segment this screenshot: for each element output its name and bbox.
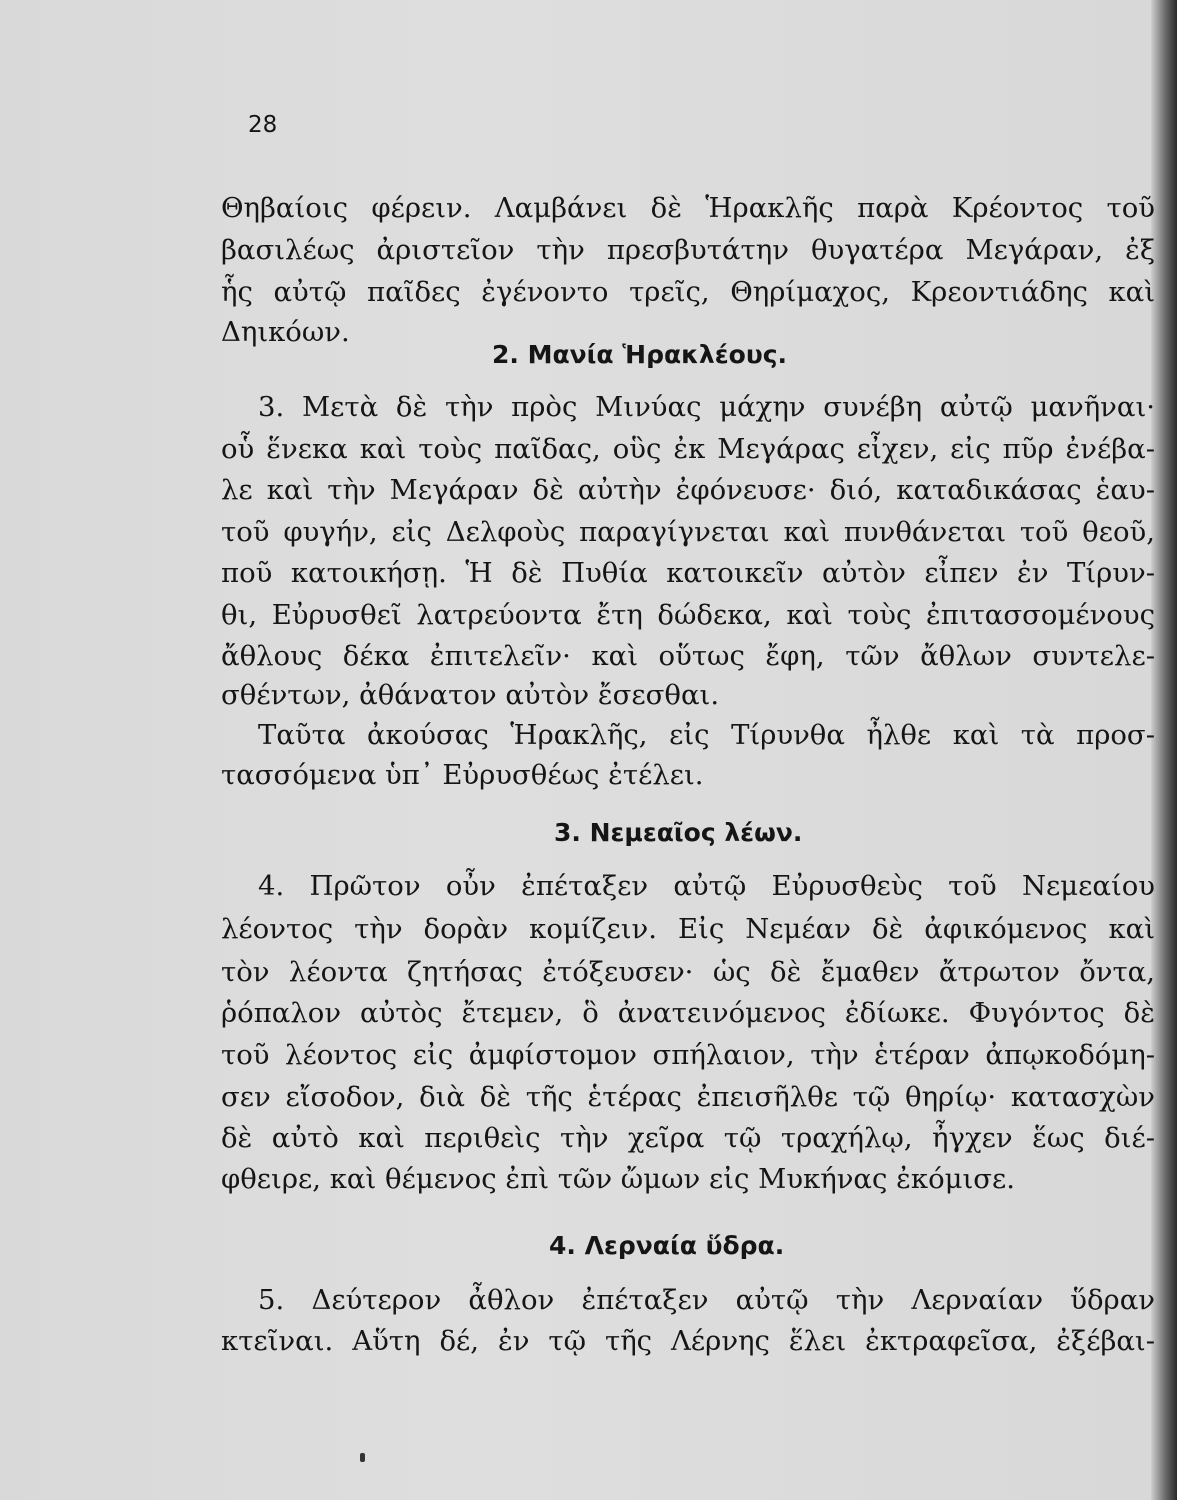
text-line: Ταῦτα ἀκούσας Ἡρακλῆς, εἰς Τίρυνθα ἦλθε καὶ τὰ προσ- (258, 719, 1155, 751)
text-line: τὸν λέοντα ζητήσας ἐτόξευσεν· ὡς δὲ ἔμαθεν ἄτρωτον ὄντα, (221, 956, 1155, 988)
ink-speck (360, 1453, 365, 1462)
section-heading-3: 3. Νεμεαῖος λέων. (554, 818, 803, 847)
text-line: ἧς αὐτῷ παῖδες ἐγένοντο τρεῖς, Θηρίμαχος, Κρεοντιάδης καὶ (221, 276, 1155, 308)
text-line: βασιλέως ἀριστεῖον τὴν πρεσβυτάτην θυγατέρα Μεγάραν, ἐξ (221, 234, 1155, 266)
text-line: τοῦ φυγήν, εἰς Δελφοὺς παραγίγνεται καὶ πυνθάνεται τοῦ θεοῦ, (221, 516, 1155, 548)
page-number: 28 (248, 112, 278, 138)
text-line: Θηβαίοις φέρειν. Λαμβάνει δὲ Ἡρακλῆς παρὰ Κρέοντος τοῦ (221, 192, 1155, 224)
section-heading-2: 2. Μανία Ἡρακλέους. (492, 340, 788, 369)
text-line: 4. Πρῶτον οὖν ἐπέταξεν αὐτῷ Εὐρυσθεὺς τοῦ Νεμεαίου (258, 870, 1155, 902)
text-line: σθέντων, ἀθάνατον αὐτὸν ἔσεσθαι. (221, 679, 720, 711)
text-line: τοῦ λέοντος εἰς ἀμφίστομον σπήλαιον, τὴν ἑτέραν ἀπῳκοδόμη- (221, 1039, 1155, 1071)
section-heading-4: 4. Λερναία ὕδρα. (549, 1231, 785, 1260)
text-line: θι, Εὐρυσθεῖ λατρεύοντα ἔτη δώδεκα, καὶ τοὺς ἐπιτασσομένους (221, 599, 1155, 631)
text-line: δὲ αὐτὸ καὶ περιθεὶς τὴν χεῖρα τῷ τραχήλῳ, ἦγχεν ἕως διέ- (221, 1122, 1155, 1154)
text-line: κτεῖναι. Αὕτη δέ, ἐν τῷ τῆς Λέρνης ἕλει ἐκτραφεῖσα, ἐξέβαι- (221, 1325, 1155, 1357)
text-line: Δηικόων. (221, 316, 350, 348)
text-line: φθειρε, καὶ θέμενος ἐπὶ τῶν ὤμων εἰς Μυκήνας ἐκόμισε. (221, 1163, 1016, 1195)
text-line: σεν εἴσοδον, διὰ δὲ τῆς ἑτέρας ἐπεισῆλθε τῷ θηρίῳ· κατασχὼν (221, 1081, 1155, 1113)
text-line: λε καὶ τὴν Μεγάραν δὲ αὐτὴν ἐφόνευσε· διό, καταδικάσας ἑαυ- (221, 474, 1155, 506)
text-line: ῥόπαλον αὐτὸς ἔτεμεν, ὃ ἀνατεινόμενος ἐδίωκε. Φυγόντος δὲ (221, 997, 1155, 1029)
text-line: τασσόμενα ὑπ᾽ Εὐρυσθέως ἐτέλει. (221, 759, 704, 791)
text-line: 3. Μετὰ δὲ τὴν πρὸς Μινύας μάχην συνέβη αὐτῷ μανῆναι· (258, 391, 1155, 423)
text-line: ποῦ κατοικήσῃ. Ἡ δὲ Πυθία κατοικεῖν αὐτὸν εἶπεν ἐν Τίρυν- (221, 557, 1155, 589)
text-line: 5. Δεύτερον ἆθλον ἐπέταξεν αὐτῷ τὴν Λερναίαν ὕδραν (258, 1284, 1155, 1316)
text-line: οὗ ἕνεκα καὶ τοὺς παῖδας, οὓς ἐκ Μεγάρας εἶχεν, εἰς πῦρ ἐνέβα- (221, 433, 1155, 465)
text-line: λέοντος τὴν δορὰν κομίζειν. Εἰς Νεμέαν δὲ ἀφικόμενος καὶ (221, 913, 1155, 945)
text-line: ἄθλους δέκα ἐπιτελεῖν· καὶ οὕτως ἔφη, τῶν ἄθλων συντελε- (221, 640, 1155, 672)
